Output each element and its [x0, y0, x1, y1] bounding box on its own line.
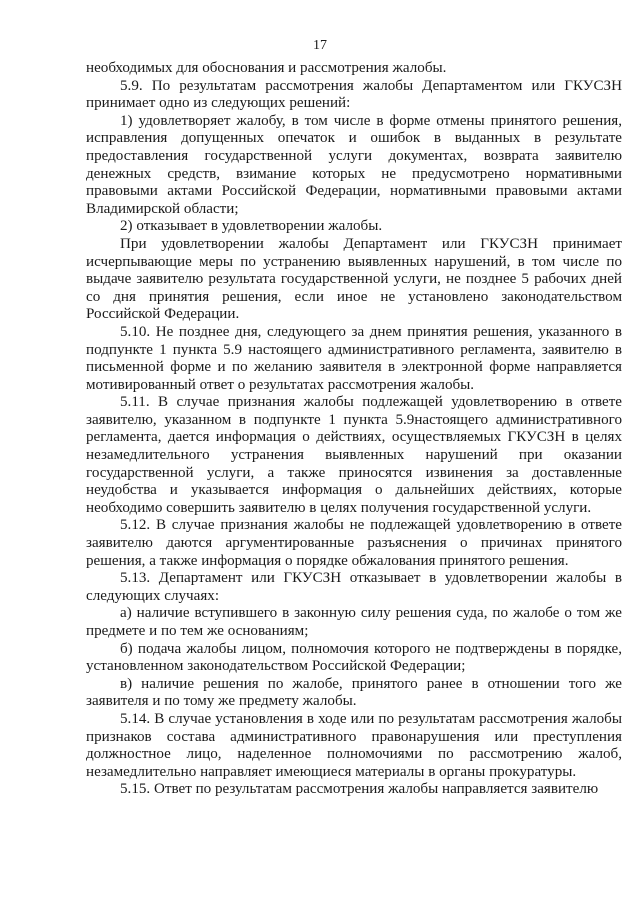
paragraph: б) подача жалобы лицом, полномочия которого не подтверждены в порядке, установленном законодательством Российской Федерации; [86, 640, 622, 675]
page-number: 17 [313, 38, 327, 53]
paragraph: 5.14. В случае установления в ходе или по результатам рассмотрения жалобы признаков состава административного правонарушения или преступления должностное лицо, наделенное полномочиями по рассмотрению жалоб, незамедлительно направляет имеющиеся материалы в органы прокуратуры. [86, 710, 622, 780]
paragraph: 5.15. Ответ по результатам рассмотрения жалобы направляется заявителю [120, 781, 599, 798]
paragraph: а) наличие вступившего в законную силу решения суда, по жалобе о том же предмете и по тем же основаниям; [86, 605, 622, 639]
paragraph: 2) отказывает в удовлетворении жалобы. [120, 218, 383, 235]
paragraph: 1) удовлетворяет жалобу, в том числе в форме отмены принятого решения, исправления допущенных опечаток и ошибок в выданных в результате предоставления государственной услуги документах, возврата заявителю денежных средств, взимание которых не предусмотрено нормативными правовыми актами Российской Федерации, нормативными правовыми актами Владимирской области; [86, 112, 622, 217]
paragraph: 5.12. В случае признания жалобы не подлежащей удовлетворению в ответе заявителю даются аргументированные разъяснения о причинах принятого решения, а также информация о порядке обжалования принятого решения. [86, 517, 622, 569]
paragraph: 5.9. По результатам рассмотрения жалобы Департаментом или ГКУСЗН принимает одно из следующих решений: [86, 77, 622, 112]
paragraph: 5.13. Департамент или ГКУСЗН отказывает в удовлетворении жалобы в следующих случаях: [86, 570, 622, 604]
paragraph: в) наличие решения по жалобе, принятого ранее в отношении того же заявителя и по тому же предмету жалобы. [86, 675, 622, 710]
paragraph: 5.10. Не позднее дня, следующего за днем принятия решения, указанного в подпункте 1 пункта 5.9 настоящего административного регламента, заявителю в письменной форме и по желанию заявителя в электронной форме направляется мотивированный ответ о результатах рассмотрения жалобы. [86, 323, 622, 393]
paragraph: 5.11. В случае признания жалобы подлежащей удовлетворению в ответе заявителю, указанном в подпункте 1 пункта 5.9настоящего административного регламента, дается информация о действиях, осуществляемых ГКУСЗН в целях незамедлительного устранения выявленных нарушений при оказании государственной услуги, а также приносятся извинения за доставленные неудобства и указывается информация о дальнейших действиях, которые необходимо совершить заявителю в целях получения государственной услуги. [86, 394, 622, 516]
document-body [86, 60, 622, 799]
paragraph: При удовлетворении жалобы Департамент или ГКУСЗН принимает исчерпывающие меры по устранению выявленных нарушений, в том числе по выдаче заявителю результата государственной услуги, не позднее 5 рабочих дней со дня принятия решения, если иное не установлено законодательством Российской Федерации. [86, 235, 622, 323]
paragraph: необходимых для обоснования и рассмотрения жалобы. [86, 60, 447, 76]
